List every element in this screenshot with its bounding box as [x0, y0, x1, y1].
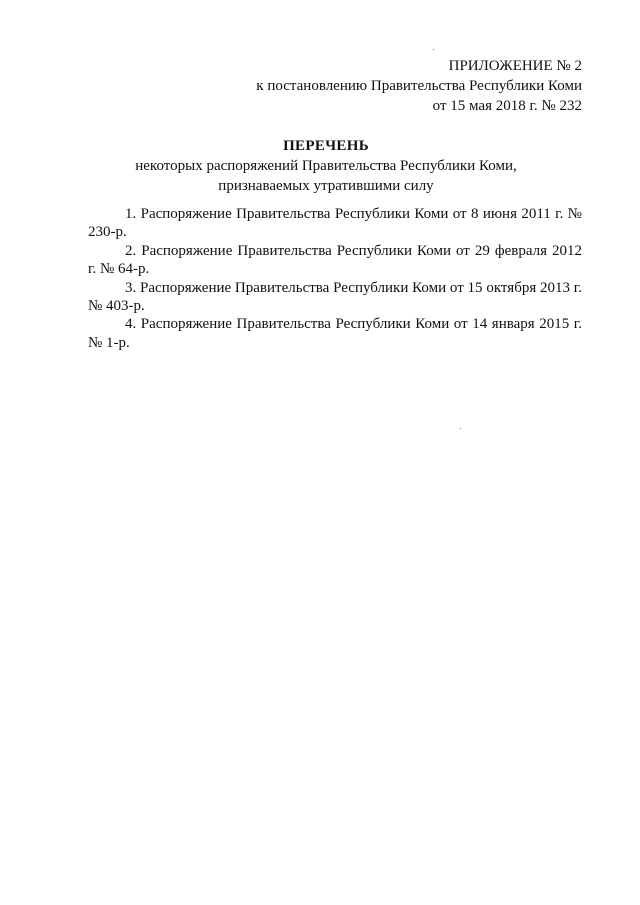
document-title-block — [70, 136, 582, 196]
document-subtitle-line-2: признаваемых утратившими силу — [218, 178, 434, 194]
order-list — [88, 205, 582, 352]
document-title: ПЕРЕЧЕНЬ — [283, 138, 369, 154]
scan-speck — [460, 428, 461, 429]
appendix-header — [162, 56, 582, 116]
appendix-reference: к постановлению Правительства Республики Коми — [256, 78, 582, 94]
appendix-number: ПРИЛОЖЕНИЕ № 2 — [448, 58, 582, 74]
list-item: 1. Распоряжение Правительства Республики Коми от 8 июня 2011 г. № 230-р. — [88, 206, 582, 241]
scan-speck — [433, 49, 434, 50]
list-item: 3. Распоряжение Правительства Республики Коми от 15 октября 2013 г. № 403-р. — [88, 279, 582, 315]
appendix-date: от 15 мая 2018 г. № 232 — [432, 98, 582, 114]
list-item: 2. Распоряжение Правительства Республики Коми от 29 февраля 2012 г. № 64-р. — [88, 242, 582, 278]
document-subtitle-line-1: некоторых распоряжений Правительства Республики Коми, — [135, 158, 517, 174]
list-item: 4. Распоряжение Правительства Республики Коми от 14 января 2015 г. № 1-р. — [88, 316, 582, 351]
